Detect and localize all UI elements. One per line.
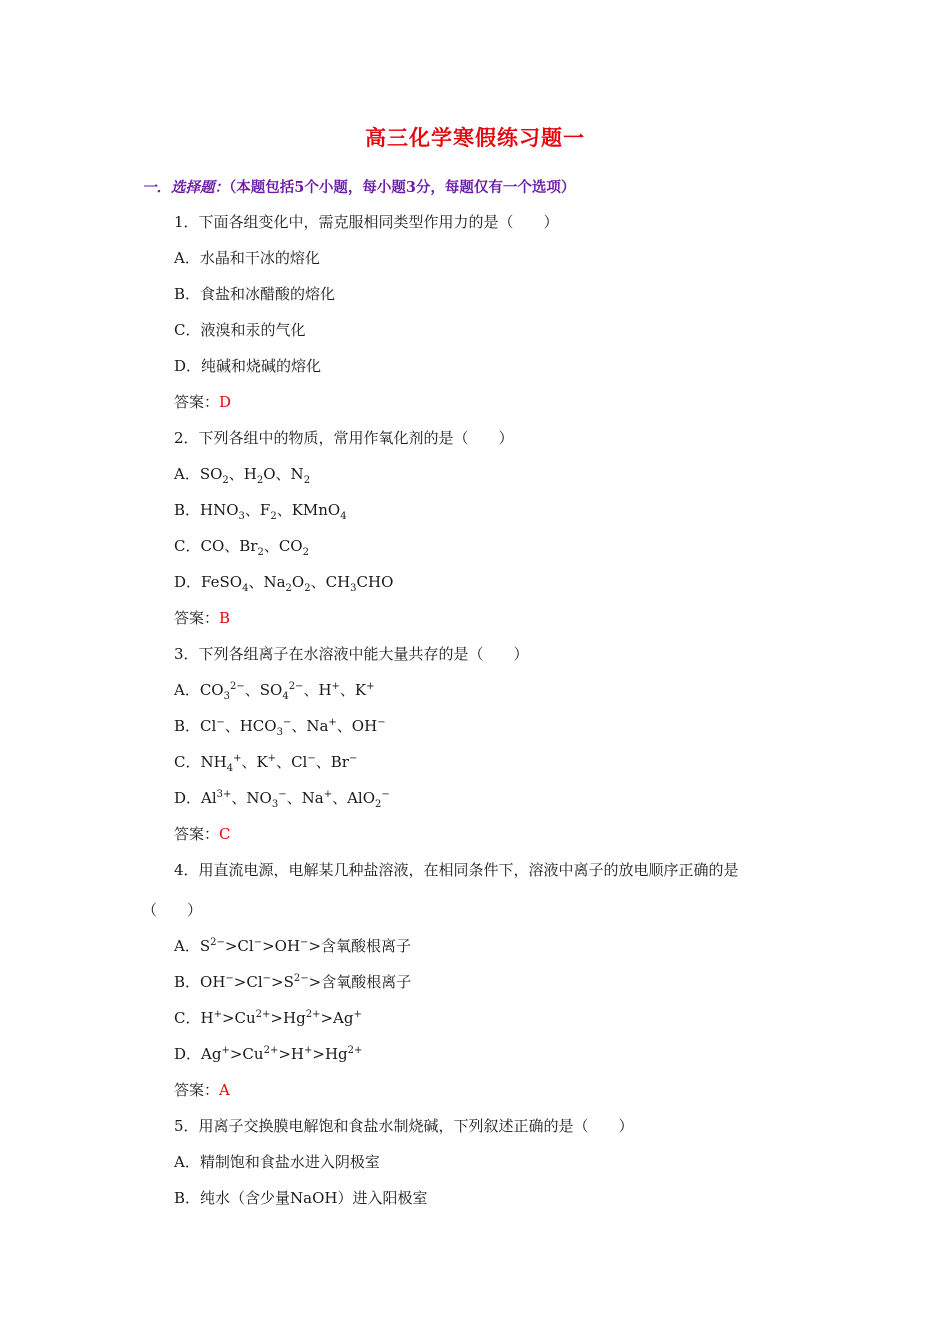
- option: B．食盐和冰醋酸的熔化: [174, 285, 336, 303]
- option: D．$Al^{3+}$、$NO_3^-$、Na+、AlO$_2$−: [174, 789, 390, 810]
- answer-value: C: [219, 825, 231, 843]
- answer-line: [174, 824, 231, 844]
- answer-value: A: [219, 1081, 230, 1099]
- answer-line: [174, 392, 231, 412]
- option: A．精制饱和食盐水进入阴极室: [174, 1153, 380, 1171]
- page-title: 高三化学寒假练习题一: [365, 125, 585, 150]
- section-description: （本题包括5个小题，每小题3分，每题仅有一个选项）: [229, 179, 576, 196]
- answer-line: [174, 1080, 230, 1100]
- answer-label: 答案：: [174, 609, 220, 627]
- question-stem: 5．用离子交换膜电解饱和食盐水制烧碱，下列叙述正确的是（ ）: [174, 1117, 634, 1135]
- option: B．纯水（含少量NaOH）进入阳极室: [174, 1189, 428, 1207]
- option: C．液溴和汞的气化: [174, 321, 306, 339]
- option: A．水晶和干冰的熔化: [174, 249, 320, 267]
- question-stem: 1．下面各组变化中，需克服相同类型作用力的是（ ）: [174, 213, 559, 231]
- option: A．$CO_3^{2-}$、$SO_4^{2-}$、H+、K+: [174, 681, 375, 702]
- answer-line: [174, 608, 230, 628]
- section-heading: [142, 176, 575, 197]
- question-stem-continued: （ ）: [142, 901, 203, 919]
- option: B．Cl−、$HCO_3^-$、Na+、OH−: [174, 717, 386, 738]
- answer-value: B: [219, 609, 231, 627]
- answer-label: 答案：: [174, 393, 220, 411]
- question-stem: 3．下列各组离子在水溶液中能大量共存的是（ ）: [174, 645, 529, 663]
- option: D．FeSO$_4$、$Na_2O_2$、$CH_3CHO$: [174, 573, 394, 594]
- option: C．CO、$Br_2$、$CO_2$: [174, 537, 309, 558]
- option: B．$OH^->Cl^->S^{2-}>$含氧酸根离子: [174, 973, 412, 991]
- option: A．$S^{2-}>Cl^->OH^->$含氧酸根离子: [174, 937, 412, 955]
- option: D．纯碱和烧碱的熔化: [174, 357, 322, 375]
- question-stem: 4．用直流电源，电解某几种盐溶液，在相同条件下，溶液中离子的放电顺序正确的是: [174, 861, 739, 879]
- option: C．$H^+>Cu^{2+}>Hg^{2+}>Ag^+$: [174, 1009, 362, 1027]
- answer-value: D: [219, 393, 232, 411]
- answer-label: 答案：: [174, 825, 220, 843]
- question-stem: 2．下列各组中的物质，常用作氧化剂的是（ ）: [174, 429, 514, 447]
- section-number: 一．选择题：: [142, 179, 229, 196]
- option: A．$SO_2$、$H_2O$、$N_2$: [174, 465, 311, 486]
- option: D．$Ag^+>Cu^{2+}>H^+>Hg^{2+}$: [174, 1045, 363, 1063]
- answer-label: 答案：: [174, 1081, 220, 1099]
- option: B．$HNO_3$、$F_2$、KMnO$_4$: [174, 501, 347, 522]
- option: C．$NH_4^+$、K+、Cl−、Br−: [174, 753, 358, 774]
